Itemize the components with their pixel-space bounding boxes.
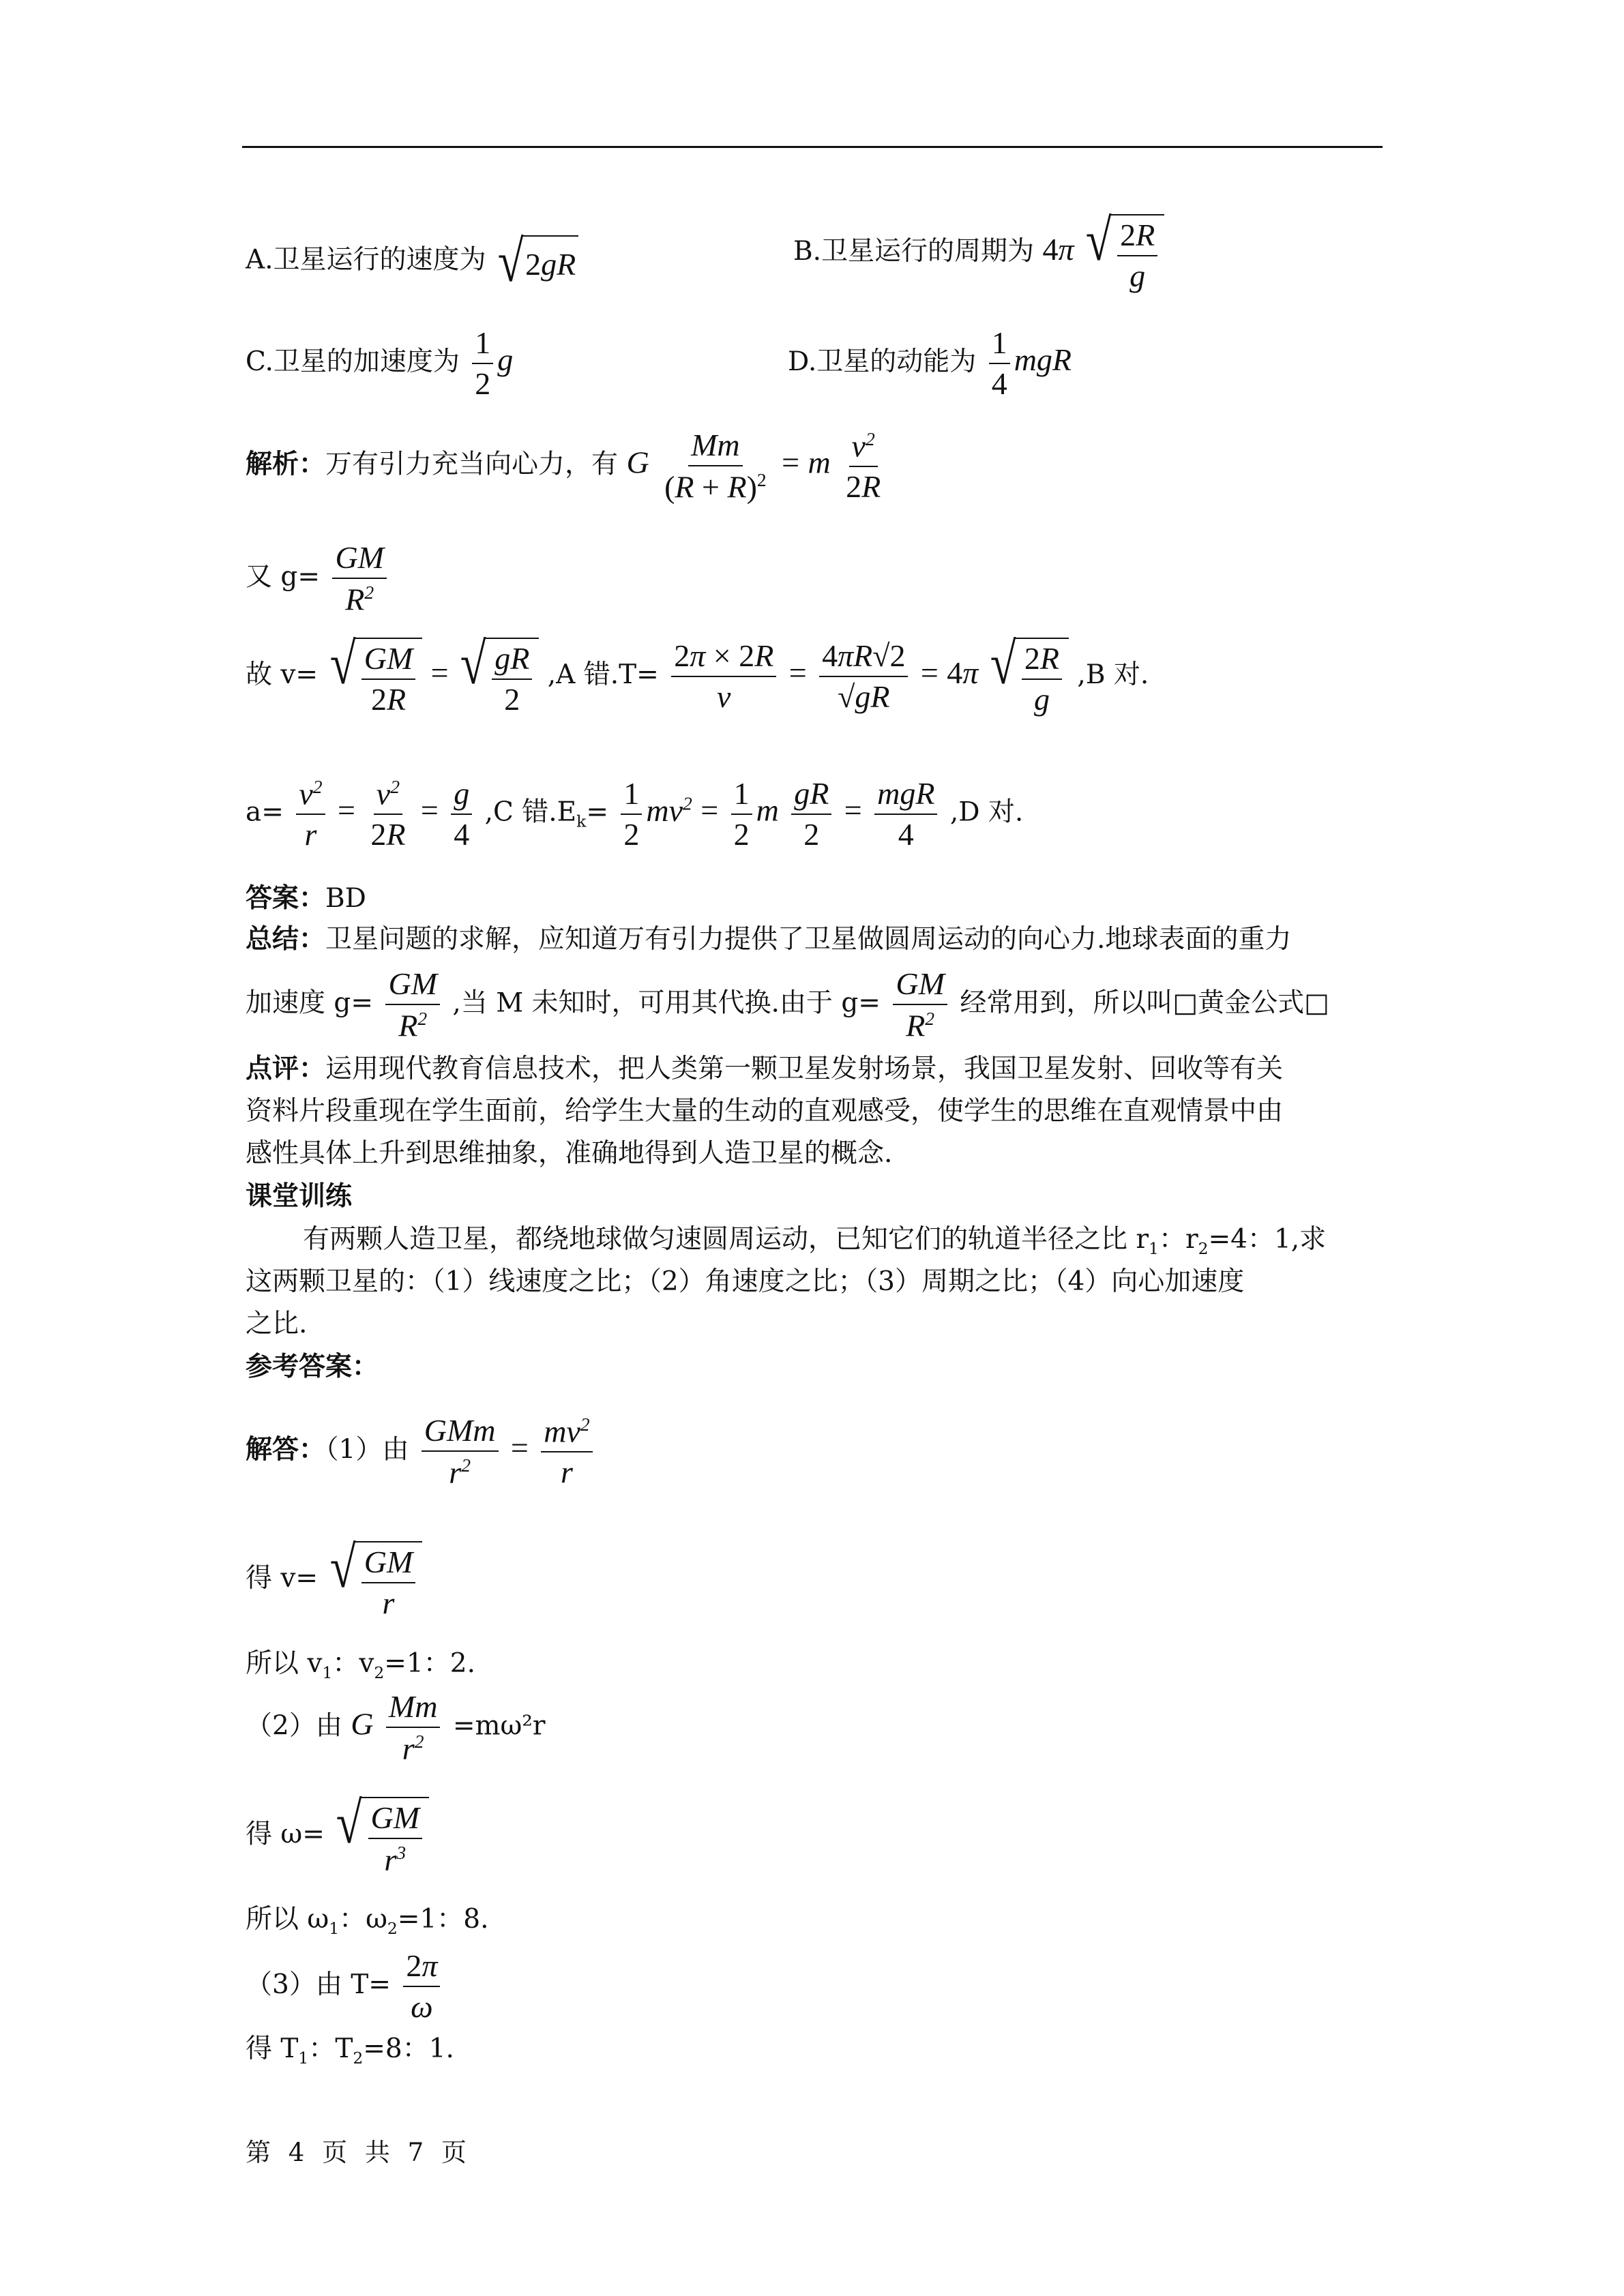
option-d: D.卫星的动能为 $\frac{1}{4}$ mgR xyxy=(788,325,1072,401)
solution-velocity: 得 v= √ $\frac{GM}{r}$ xyxy=(246,1541,422,1619)
gravity-relation: 又 g= $\frac{GM}{R^2}$ xyxy=(246,542,391,615)
solution-omega-ratio: 所以 $\omega_1$：$\omega_2=1$：8. xyxy=(246,1904,489,1938)
solution-velocity-ratio: 所以 $v_1$：$v_2=1$：2. xyxy=(246,1648,475,1682)
summary-line-1: 总结：卫星问题的求解，应知道万有引力提供了卫星做圆周运动的向心力.地球表面的重力 xyxy=(246,923,1292,955)
comment-line-1: 点评：运用现代教育信息技术，把人类第一颗卫星发射场景，我国卫星发射、回收等有关 xyxy=(246,1053,1284,1084)
analysis-line: 解析：万有引力充当向心力，有 G $\frac{Mm}{(R + R)^2}$ = m $\frac{v^2}{2R}$ xyxy=(246,428,881,505)
velocity-period-line: 故 v= √ $\frac{GM}{2R}$ = √ $\frac{gR}{2}$ ,A 错.T= $\frac{2\pi \times 2R}{v}$ = $\frac{4\pi R√2}{√gR}$ = 4π √ $\frac{2R}{g}$ ,B 对. xyxy=(246,631,1149,717)
page-footer: 第 4 页 共 7 页 xyxy=(246,2138,467,2167)
acceleration-energy-line: a= $\frac{v^2}{r}$ = $\frac{v^2}{2R}$ = $\frac{g}{4}$ ,C 错$.E_k=$ $\frac{1}{2}$ $mv^2$ = $\frac{1}{2}$ m $\frac{gR}{2}$ = $\frac{\text{mgR}}{4}$ ,D 对. xyxy=(246,775,1024,852)
solution-period-ratio: 得 $T_1$：$T_2=8$：1. xyxy=(246,2033,454,2068)
math-sqrt: √ $\frac{2R}{g}$ xyxy=(1082,214,1164,292)
training-title: 课堂训练 xyxy=(246,1180,353,1212)
solution-step-1: 解答：（1）由 $\frac{\text{GMm}}{r^2}$ = $\frac{mv^2}{r}$ xyxy=(246,1415,597,1488)
solution-step-2: （2）由 G $\frac{Mm}{r^2}$ =mω²r xyxy=(246,1689,546,1766)
comment-line-2: 资料片段重现在学生面前，给学生大量的生动的直观感受，使学生的思维在直观情景中由 xyxy=(246,1096,1284,1127)
option-c: C.卫星的加速度为 $\frac{1}{2}$ g xyxy=(246,325,514,401)
training-line-1: 有两颗人造卫星，都绕地球做匀速圆周运动，已知它们的轨道半径之比 $r_1$：$r_2=4$：1,求 xyxy=(303,1224,1327,1258)
solution-omega: 得 ω= √ $\frac{GM}{r^3}$ xyxy=(246,1797,429,1875)
training-line-2: 这两颗卫星的：（1）线速度之比；（2）角速度之比；（3）周期之比；（4）向心加速度 xyxy=(246,1266,1245,1297)
training-line-3: 之比. xyxy=(246,1309,308,1339)
option-a: A.卫星运行的速度为 √ 2 gR xyxy=(246,235,578,288)
reference-title: 参考答案： xyxy=(246,1351,379,1382)
option-b: B.卫星运行的周期为 4π √ $\frac{2R}{g}$ xyxy=(793,214,1164,292)
math-sqrt: √ 2 gR xyxy=(494,235,578,288)
answer-line: 答案：BD xyxy=(246,882,366,914)
header-rule xyxy=(242,146,1383,148)
comment-line-3: 感性具体上升到思维抽象，准确地得到人造卫星的概念. xyxy=(246,1138,893,1169)
summary-line-2: 加速度 g= $\frac{GM}{R^2}$ ,当 M 未知时，可用其代换.由于 g= $\frac{GM}{R^2}$ 经常用到，所以叫□黄金公式□ xyxy=(246,966,1330,1043)
solution-step-3: （3）由 T= $\frac{2\pi}{\omega}$ xyxy=(246,1950,444,2023)
